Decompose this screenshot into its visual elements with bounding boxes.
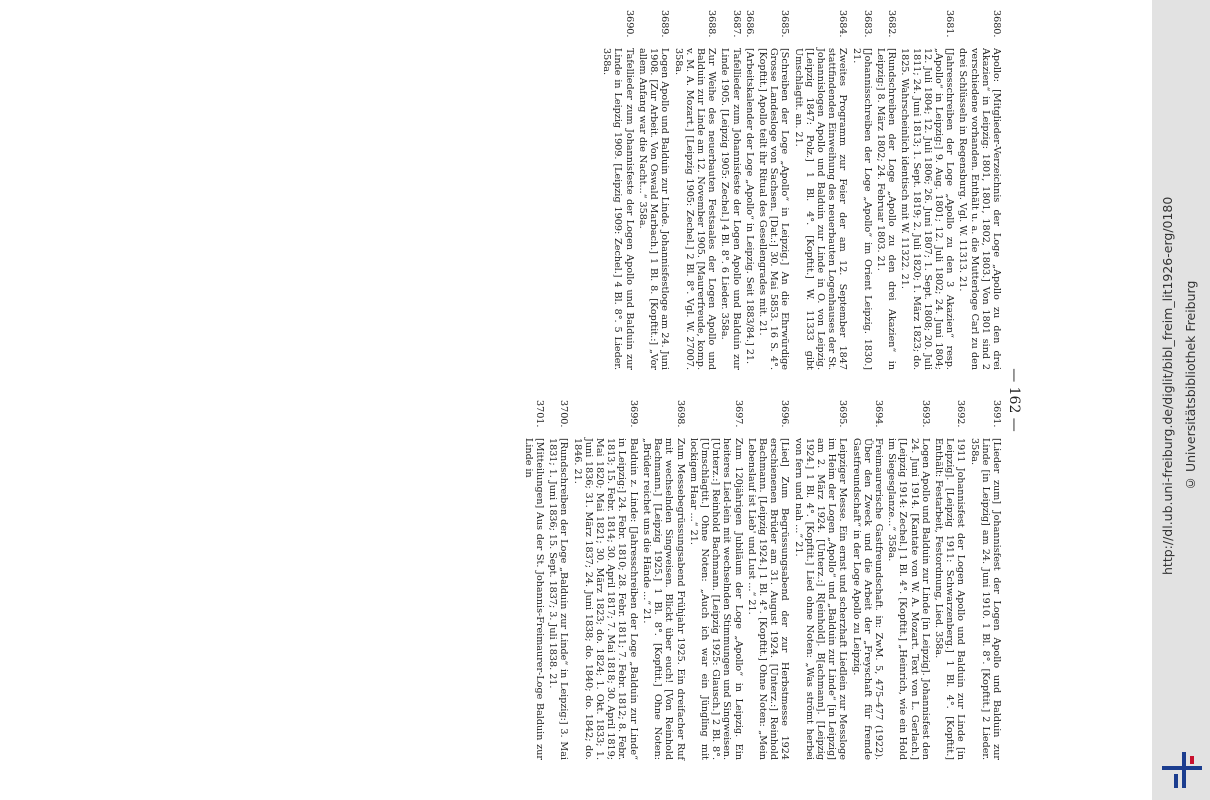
catalog-entry xyxy=(523,400,545,760)
entry-number: 3687. xyxy=(730,10,742,38)
entry-number: 3686. xyxy=(743,10,755,38)
entry-text: Apollo: [Mitglieder-Verzeichnis der Loge „Apollo zu den drei Akazien“ in Leipzig: 1801, 1801, 1802, 1803.] Von 1801 sind 2 verschiedene vorhanden. Enthält u. a. die Mutterloge Carl zu den drei Schlüsseln in Regensburg. Vgl. W. 11313. 21. xyxy=(957,48,1002,370)
entry-number: 3680. xyxy=(991,10,1002,38)
ub-freiburg-logo-icon xyxy=(1160,748,1204,792)
entry-number: 3692. xyxy=(955,400,967,428)
entry-number: 3683. xyxy=(861,10,873,38)
catalog-entry xyxy=(899,10,955,370)
entry-number: 3694. xyxy=(872,400,884,428)
catalog-entry xyxy=(637,10,671,370)
entry-number: 3684. xyxy=(837,10,849,38)
catalog-entry xyxy=(792,400,848,760)
entry-text: Tafellieder zum Johannisfeste der Logen Apollo und Balduin zur Linde 1905. [Leipzig 1905: Zechel.] 4 Bl. 8°. 6 Lieder. 358a. xyxy=(719,48,742,370)
entry-text: [Rundschreiben der Loge „Apollo zu den drei Akazien“ in Leipzig:] 8. März 1802; 24. Februar 1803. 21. xyxy=(874,48,898,370)
entry-number: 3697. xyxy=(732,400,744,428)
entry-number: 3701. xyxy=(534,400,546,428)
left-column xyxy=(599,10,1002,370)
entry-text: [Lieder zum] Johannisfest der Logen Apollo und Balduin zur Linde [in Leipzig] am 24. Juni 1910. 1 Bl. 8°. [Kopftit.] 2 Lieder. 358a. xyxy=(968,438,1002,760)
catalog-entry xyxy=(933,400,967,760)
catalog-entry xyxy=(757,10,791,370)
catalog-entry xyxy=(601,10,635,370)
entry-text: [Schreiben der Loge „Apollo“ in Leipzig.] An die Ehrwürdige Grosse Landesloge von Sachsen. [Dat.:] 30. Mai 5853. 16 S. 4°. [Kopftit.] Apollo teilt ihr Ritual des Gesellengrades mit. 21. xyxy=(756,48,791,370)
catalog-entry xyxy=(547,400,569,760)
entry-text: Balduin z. Linde: [Jahresschreiben der Loge „Balduin zur Linde“ in Leipzig:] 24. Febr. 1810; 28. Febr. 1811; 7. Febr. 1812; 8. Febr. 1813; 15. Febr. 1814; 30. April 1817; 7. Mai 1818; 30. April 1819; Mai 1820; Mai 1821; 30. März 1823; do. 1824; 1. Okt. 1833; 1. Juni 1836; 31. März 1837; 24. Juni 1838; do. 1840; do. 1842; do. 1846. 21. xyxy=(571,438,639,760)
catalog-entry xyxy=(746,400,791,760)
source-url-link[interactable]: http://dl.ub.uni-freiburg.de/diglit/bibl_freim_lit1926-erg/0180 xyxy=(1160,196,1175,576)
entry-number: 3682. xyxy=(886,10,898,38)
entry-number: 3698. xyxy=(674,400,686,428)
entry-number: 3691. xyxy=(991,400,1002,428)
entry-text: [Lied] Zum Begrüssungsabend der zur Herbstmesse 1924 erschienenen Brüder am 31. August 1924. [Unterz.:] Reinhold Bachmann. [Leipzig 1924.] 1 Bl. 4°. [Kopftit.] Ohne Noten: „Mein Lebenslauf ist Lieb' und Lust ...“ 21. xyxy=(745,438,791,760)
entry-number: 3695. xyxy=(837,400,849,428)
entry-text: Tafellieder zum Johannisfeste der Logen Apollo und Balduin zur Linde in Leipzig 1909. [Leipzig 1909: Zechel.] 4 Bl. 8°. 5 Lieder. 358a. xyxy=(601,48,635,370)
rotated-page-content xyxy=(24,10,1026,790)
entry-text: 1911 Johannisfest der Logen Apollo und Balduin zur Linde [in Leipzig]. [Leipzig 1911: Schwarzenberg.] 1 Bl. 4°. [Kopftit.] Enthält: Festarbeit, Festordnung, Lied. 358a. xyxy=(932,438,967,760)
entry-text: [Johannisschreiben der Loge „Apollo“ im Orient Leipzig. 1830.] 21. xyxy=(850,48,873,370)
catalog-entry xyxy=(744,10,755,370)
catalog-entry xyxy=(957,10,1002,370)
entry-number: 3696. xyxy=(779,400,791,428)
entry-text: Zweites Programm zur Feier der am 12. September 1847 stattfindenden Einweihung des neuerbauten Logenhauses der St. Johannislogen Apollo und Balduin zur Linde in O. von Leipzig. [Leipzig 1847: Polz.] 1 Bl. 4°. [Kopftit.] W. 11333 gibt Umschlagtit. an. 21. xyxy=(792,48,849,370)
entry-text: Logen Apollo und Balduin zur Linde [in Leipzig]. Johannisfest den 24. Juni 1914. [Kantate von W. A. Mozart. Text von L. Gerlach.] [Leipzig 1914: Zechel.] 1 Bl. 4°. [Kopftit.] „Heinrich, wie ein Hold im Siegesglanze...“ 358a. xyxy=(886,438,931,760)
copyright-notice: © Universitätsbibliothek Freiburg xyxy=(1183,280,1198,492)
catalog-entry xyxy=(968,400,1002,760)
right-column xyxy=(521,400,1002,760)
entry-text: Logen Apollo und Balduin zur Linde. Johannisfestloge am 24. Juni 1908. [Zur Arbeit. Von Oswald Marbach.] 1 Bl. 8. [Kopftit.:] „Vor allem Anfang war die Nacht...“ 358a. xyxy=(636,48,671,370)
entry-text: [Mitteilungen] Aus der St. Johannis-Freimaurer-Loge Balduin zur Linde in xyxy=(522,438,546,760)
entry-number: 3688. xyxy=(706,10,718,38)
entry-text: Leipziger Messe. Ein ernst und scherzhaft Liedlein zur Messloge im Heim der Logen „Apollo“ und „Balduin zur Linde“ [in Leipzig] am 2. März 1924. [Unterz.:] R[einhold]. B[achmann]. [Leipzig 1924.] 1 Bl. 4°. [Kopftit.] Lied ohne Noten: „Was strömt herbei von fern und nah ...“ 21. xyxy=(792,438,849,760)
entry-number: 3690. xyxy=(623,10,635,38)
catalog-entry xyxy=(886,400,931,760)
entry-number: 3689. xyxy=(659,10,671,38)
entry-text: [Arbeitskalender der Loge „Apollo“ in Leipzig. Seit 1883/84.] 21. xyxy=(743,48,755,365)
catalog-entry xyxy=(688,400,744,760)
entry-number: 3693. xyxy=(919,400,931,428)
catalog-entry xyxy=(719,10,741,370)
entry-text: Zum Messebegrüssungsabend Frühjahr 1925. Ein dreifacher Ruf mit wechselnden Singweisen. Blickt über euch! [Von Reinhold Bachmann.] [Leipzig 1925.] 1 Bl. 8°. [Kopftit.] Ohne Noten: „Brüder reichet uns die Hände ...“ 21. xyxy=(640,438,686,760)
catalog-entry xyxy=(850,400,884,760)
entry-number: 3685. xyxy=(779,10,791,38)
catalog-entry xyxy=(641,400,686,760)
catalog-entry xyxy=(875,10,897,370)
entry-text: [Rundschreiben der Loge „Balduin zur Linde“ in Leipzig:] 3. Mai 1831; 1. Juni 1836; 15. Sept. 1837; 3. Juli 1838. 21. xyxy=(547,438,570,760)
page-number: — 162 — xyxy=(1006,368,1022,432)
entry-number: 3699. xyxy=(627,400,639,428)
entry-text: Freimaurerische Gastfreundschaft. in: ZwM. 5, 475–477 (1922). Über den Zweck und die Arbeit der „Freyschaft für fremde Gastfreundschaft“ in der Loge Apollo zu Leipzig. xyxy=(850,438,884,760)
entry-number: 3700. xyxy=(558,400,570,428)
entry-text: [Jahresschreiben der Loge „Apollo zu den 3 Akazien“ resp. „Apollo“ in Leipzig:] 9. Aug. 1801; 12. Juli 1802; 24. Juni 1804; 12. Juli 1804; 12. Juli 1806; 26. Juni 1807; 1. Sept. 1808; 20. Juli 1811; 24. Juni 1813; 1. Sept. 1819; 2. Juli 1820; 1. März 1823; do. 1825. Wahrscheinlich identisch mit W. 11322. 21. xyxy=(899,48,956,370)
entry-text: Zur Weihe des neuerbauten Festsaales der Logen Apollo und Balduin zur Linde am 12. November 1905. [Maurerfreude, komp. v. M. A. Mozart.] [Leipzig 1905: Zechel.] 2 Bl. 8°. Vgl. W. 27007. 358a. xyxy=(672,48,718,370)
entry-number: 3681. xyxy=(944,10,956,38)
catalog-entry xyxy=(792,10,848,370)
catalog-entry xyxy=(850,10,872,370)
entry-text: Zum 120jährigen Jubiläum der Loge „Apollo“ in Leipzig. Ein heiteres Lied-lein mit wechselnden Stimmungen und Singweisen. [Unterz.:] Reinhold Bachmann. [Leipzig 1925: Glausch.] 2 Bl. 8°. [Umschlagtit.] Ohne Noten: „Auch ich war ein Jüngling mit lockigem Haar ...“ 21. xyxy=(687,438,744,760)
catalog-entry xyxy=(672,10,717,370)
catalog-entry xyxy=(571,400,638,760)
